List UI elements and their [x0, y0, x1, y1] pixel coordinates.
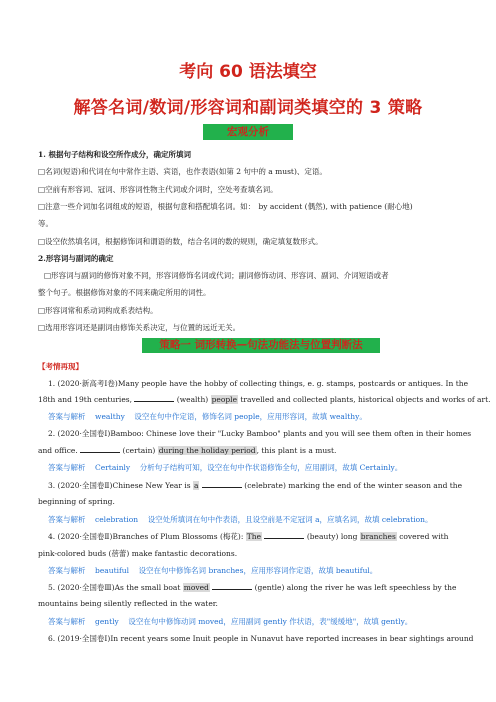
macro-bullet-7: □选用形容词还是副词由修饰关系决定，与位置的远近无关。	[38, 323, 241, 332]
q3-highlight: a	[194, 481, 199, 490]
q5-blank	[212, 582, 252, 590]
q4-text-end: covered with	[399, 532, 449, 541]
q4-text-mid: (beauty) long	[306, 532, 358, 541]
q1-text-start: 18th and 19th centuries,	[38, 395, 132, 404]
q3-line-2: beginning of spring.	[38, 497, 115, 506]
macro-bullet-1: □名词(短语)和代词在句中常作主语、宾语，也作表语(如第 2 句中的 a must)、定语。	[38, 167, 327, 176]
q2-answer	[48, 462, 474, 473]
macro-bullet-4: □设空依然填名词，根据修饰词和谓语的数，结合名词的数的规则，确定填复数形式。	[38, 237, 323, 246]
page-title: 考向 60 语法填空	[179, 62, 317, 82]
q2-hint: (certain)	[122, 446, 156, 455]
q3-line-1	[48, 480, 474, 491]
exam-tag: 【考情再现】	[38, 362, 83, 371]
q4-blank	[264, 531, 304, 539]
macro-bullet-5a: □形容词与副词的修饰对象不同，形容词修饰名词或代词；副词修饰动词、形容词、副词、介词短语或者	[44, 271, 389, 280]
q4-answer	[48, 565, 474, 576]
q1-blank	[134, 394, 174, 402]
q4-text-start: 4. (2020·全国卷Ⅱ)Branches of Plum Blossoms (梅花):	[48, 532, 244, 541]
q5-line-2: mountains being silently reflected in the water.	[38, 599, 218, 608]
q2-blank	[80, 445, 120, 453]
strategy-heading-1: 策略一 词形转换—句法功能法与位置判断法	[142, 338, 380, 353]
q5-answer-word: gently	[95, 617, 119, 626]
q4-answer-label: 答案与解析	[48, 566, 86, 575]
q4-answer-word: beautiful	[95, 566, 130, 575]
macro-bullet-3-text: □注意一些介词加名词组成的短语，根据句意和搭配填名词。如：	[38, 202, 256, 211]
q2-text-end: , this plant is a must.	[256, 446, 337, 455]
q2-explanation: 分析句子结构可知，设空在句中作状语修饰全句，应用副词，故填 Certainly。	[139, 463, 403, 472]
q3-explanation: 设空处所填词在句中作表语，且设空前是不定冠词 a，应填名词，故填 celebration。	[147, 515, 433, 524]
q1-hint: (wealth)	[176, 395, 209, 404]
q1-answer-word: wealthy	[95, 412, 125, 421]
macro-bullet-3-end: 等。	[38, 219, 53, 228]
macro-heading-2: 2.形容词与副词的确定	[38, 254, 114, 263]
macro-bullet-6: □形容词常和系动词构成系表结构。	[38, 306, 158, 315]
q2-answer-label: 答案与解析	[48, 463, 86, 472]
q4-highlight-2: branches	[360, 532, 396, 541]
page-subtitle: 解答名词/数词/形容词和副词类填空的 3 策略	[73, 98, 423, 118]
macro-bullet-3	[38, 201, 464, 212]
q2-highlight: during the holiday period	[158, 446, 256, 455]
q4-highlight-1: The	[246, 532, 262, 541]
q2-line-1: 2. (2020·全国卷Ⅰ)Bamboo: Chinese love their "Lucky Bamboo" plants and you will see them often in their homes	[48, 429, 472, 438]
q2-line-2	[38, 445, 464, 455]
macro-bullet-5b: 整个句子。根据修饰对象的不同来确定所用的词性。	[38, 288, 211, 297]
q5-text-start: 5. (2020·全国卷Ⅲ)As the small boat	[48, 583, 181, 592]
q5-line-1	[48, 582, 474, 593]
q1-answer-label: 答案与解析	[48, 412, 86, 421]
q4-line-1	[48, 531, 474, 542]
q3-answer-word: celebration	[95, 515, 139, 524]
q2-answer-word: Certainly	[95, 463, 131, 472]
q1-line-2	[38, 394, 491, 404]
q3-text-start: 3. (2020·全国卷Ⅱ)Chinese New Year is	[48, 481, 191, 490]
q1-highlight: people	[211, 395, 238, 404]
macro-bullet-3-examples: by accident (偶然), with patience (耐心地)	[258, 202, 413, 211]
q5-answer-label: 答案与解析	[48, 617, 86, 626]
q3-text-end: (celebrate) marking the end of the winter season and the	[244, 481, 463, 490]
q1-answer	[48, 411, 474, 422]
q5-highlight: moved	[183, 583, 209, 592]
q3-answer-label: 答案与解析	[48, 515, 86, 524]
q1-explanation: 设空在句中作定语，修饰名词 people，应用形容词，故填 wealthy。	[134, 412, 367, 421]
q2-text-start: and office.	[38, 446, 78, 455]
q3-answer	[48, 514, 474, 525]
q1-line-1: 1. (2020·新高考Ⅰ卷)Many people have the hobby of collecting things, e. g. stamps, postcards or antiques. In the	[48, 379, 469, 388]
q4-line-2: pink-colored buds (蓓蕾) make fantastic decorations.	[38, 549, 238, 558]
q3-blank	[202, 480, 242, 488]
q4-explanation: 设空在句中修饰名词 branches，应用形容词作定语，故填 beautiful。	[138, 566, 378, 575]
q5-explanation: 设空在句中修饰动词 moved，应用副词 gently 作状语，表"缓缓地"，故填 gently。	[128, 617, 413, 626]
q5-text-end: (gentle) along the river he was left speechless by the	[254, 583, 457, 592]
q5-answer	[48, 616, 474, 627]
section-heading-macro: 宏观分析	[203, 124, 293, 140]
macro-bullet-2: □空前有形容词、冠词、形容词性物主代词或介词时，空处考查填名词。	[38, 185, 278, 194]
q6-line-1: 6. (2019·全国卷Ⅰ)In recent years some Inuit people in Nunavut have reported increases in bear sightings around	[48, 634, 474, 643]
q1-text-end: travelled and collected plants, historical objects and works of art.	[240, 395, 491, 404]
macro-heading-1: 1. 根据句子结构和设空所作成分，确定所填词	[38, 150, 191, 159]
